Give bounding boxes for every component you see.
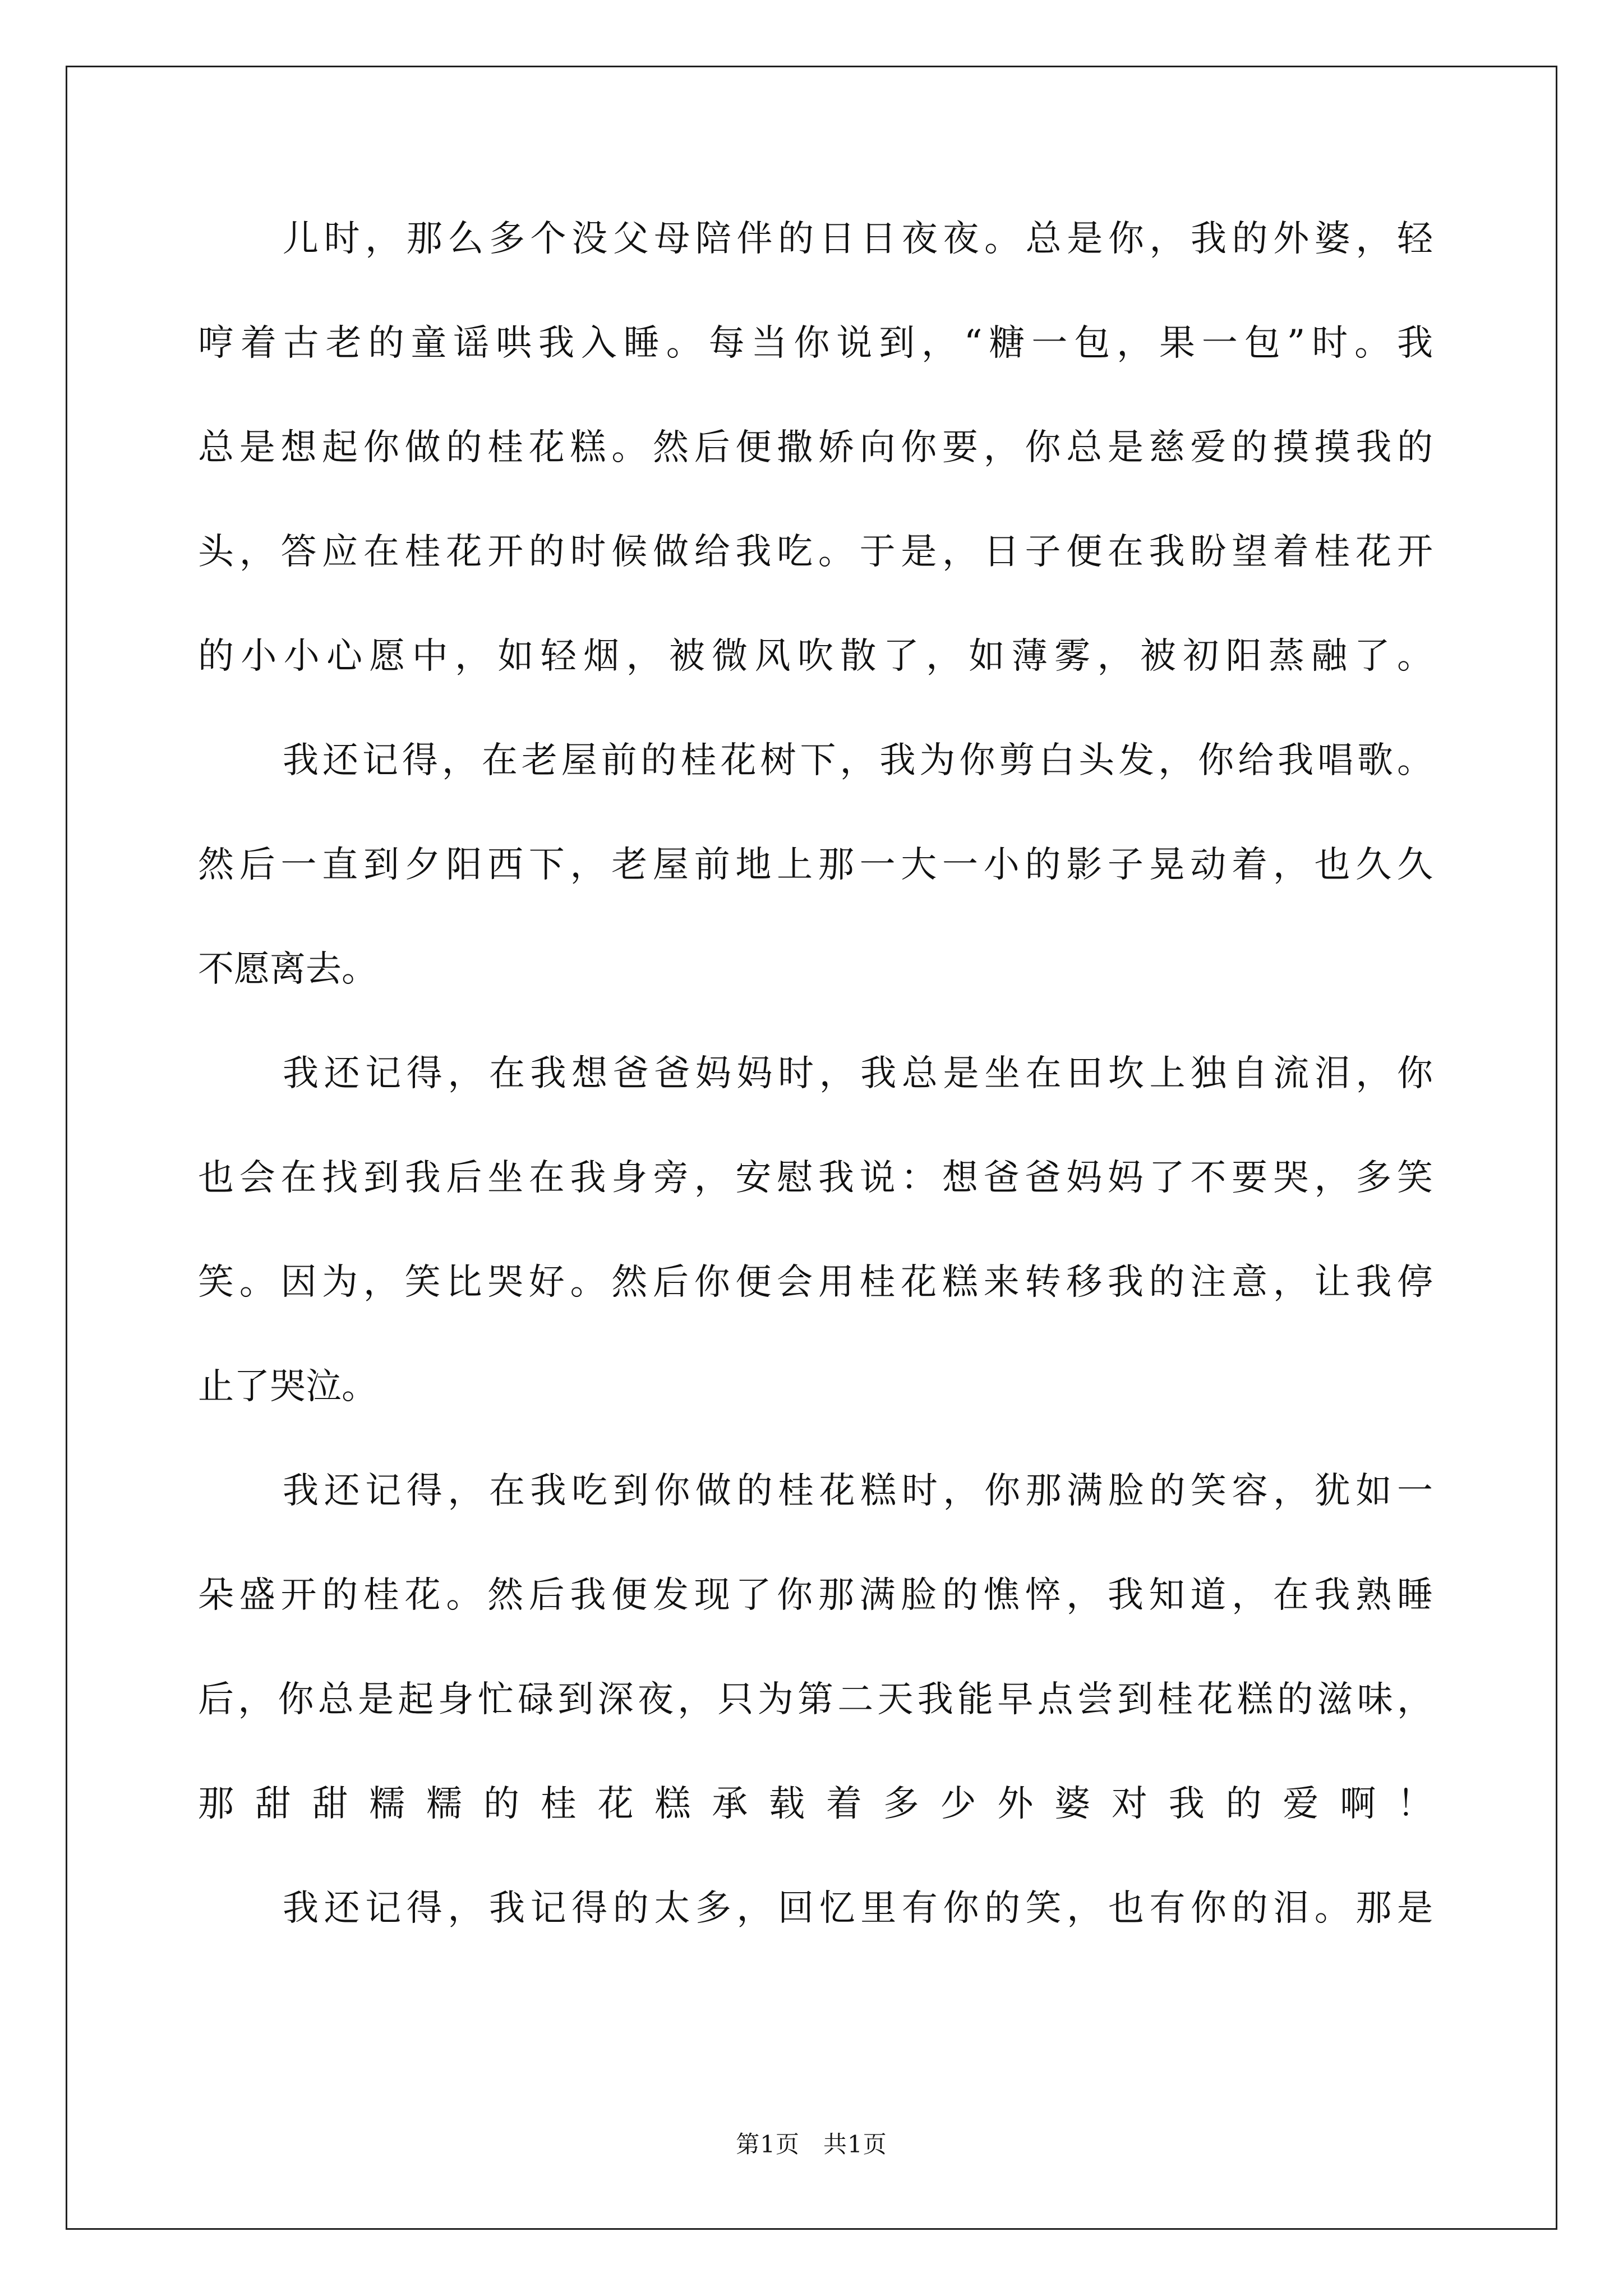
text-line: 后，你总是起身忙碌到深夜，只为第二天我能早点尝到桂花糕的滋味，	[198, 1679, 1433, 1720]
document-body	[198, 219, 1433, 1993]
page-number-total: 共1页	[823, 2131, 887, 2158]
text-line: 总是想起你做的桂花糕。然后便撒娇向你要，你总是慈爱的摸摸我的	[198, 427, 1433, 468]
text-line: 然后一直到夕阳西下，老屋前地上那一大一小的影子晃动着，也久久	[198, 844, 1433, 886]
text-line: 不愿离去。	[198, 949, 377, 990]
page-footer	[0, 2126, 1623, 2160]
text-line: 我还记得，在我吃到你做的桂花糕时，你那满脸的笑容，犹如一	[283, 1470, 1433, 1512]
text-line: 哼着古老的童谣哄我入睡。每当你说到，“糖一包，果一包”时。我	[198, 323, 1433, 364]
text-line: 我还记得，在老屋前的桂花树下，我为你剪白头发，你给我唱歌。	[283, 740, 1433, 781]
page-number-current: 第1页	[736, 2131, 800, 2158]
text-line: 也会在找到我后坐在我身旁，安慰我说：想爸爸妈妈了不要哭，多笑	[198, 1157, 1433, 1199]
text-line: 朵盛开的桂花。然后我便发现了你那满脸的憔悴，我知道，在我熟睡	[198, 1575, 1433, 1616]
text-line: 头，答应在桂花开的时候做给我吃。于是，日子便在我盼望着桂花开	[198, 531, 1433, 573]
text-line: 我还记得，我记得的太多，回忆里有你的笑，也有你的泪。那是	[283, 1888, 1433, 1929]
text-line: 那甜甜糯糯的桂花糕承载着多少外婆对我的爱啊！	[198, 1783, 1433, 1825]
text-line: 儿时，那么多个没父母陪伴的日日夜夜。总是你，我的外婆，轻	[283, 218, 1433, 260]
text-line: 我还记得，在我想爸爸妈妈时，我总是坐在田坎上独自流泪，你	[283, 1053, 1433, 1094]
text-line: 止了哭泣。	[198, 1366, 377, 1407]
text-line: 笑。因为，笑比哭好。然后你便会用桂花糕来转移我的注意，让我停	[198, 1262, 1433, 1303]
text-line: 的小小心愿中，如轻烟，被微风吹散了，如薄雾，被初阳蒸融了。	[198, 636, 1433, 677]
